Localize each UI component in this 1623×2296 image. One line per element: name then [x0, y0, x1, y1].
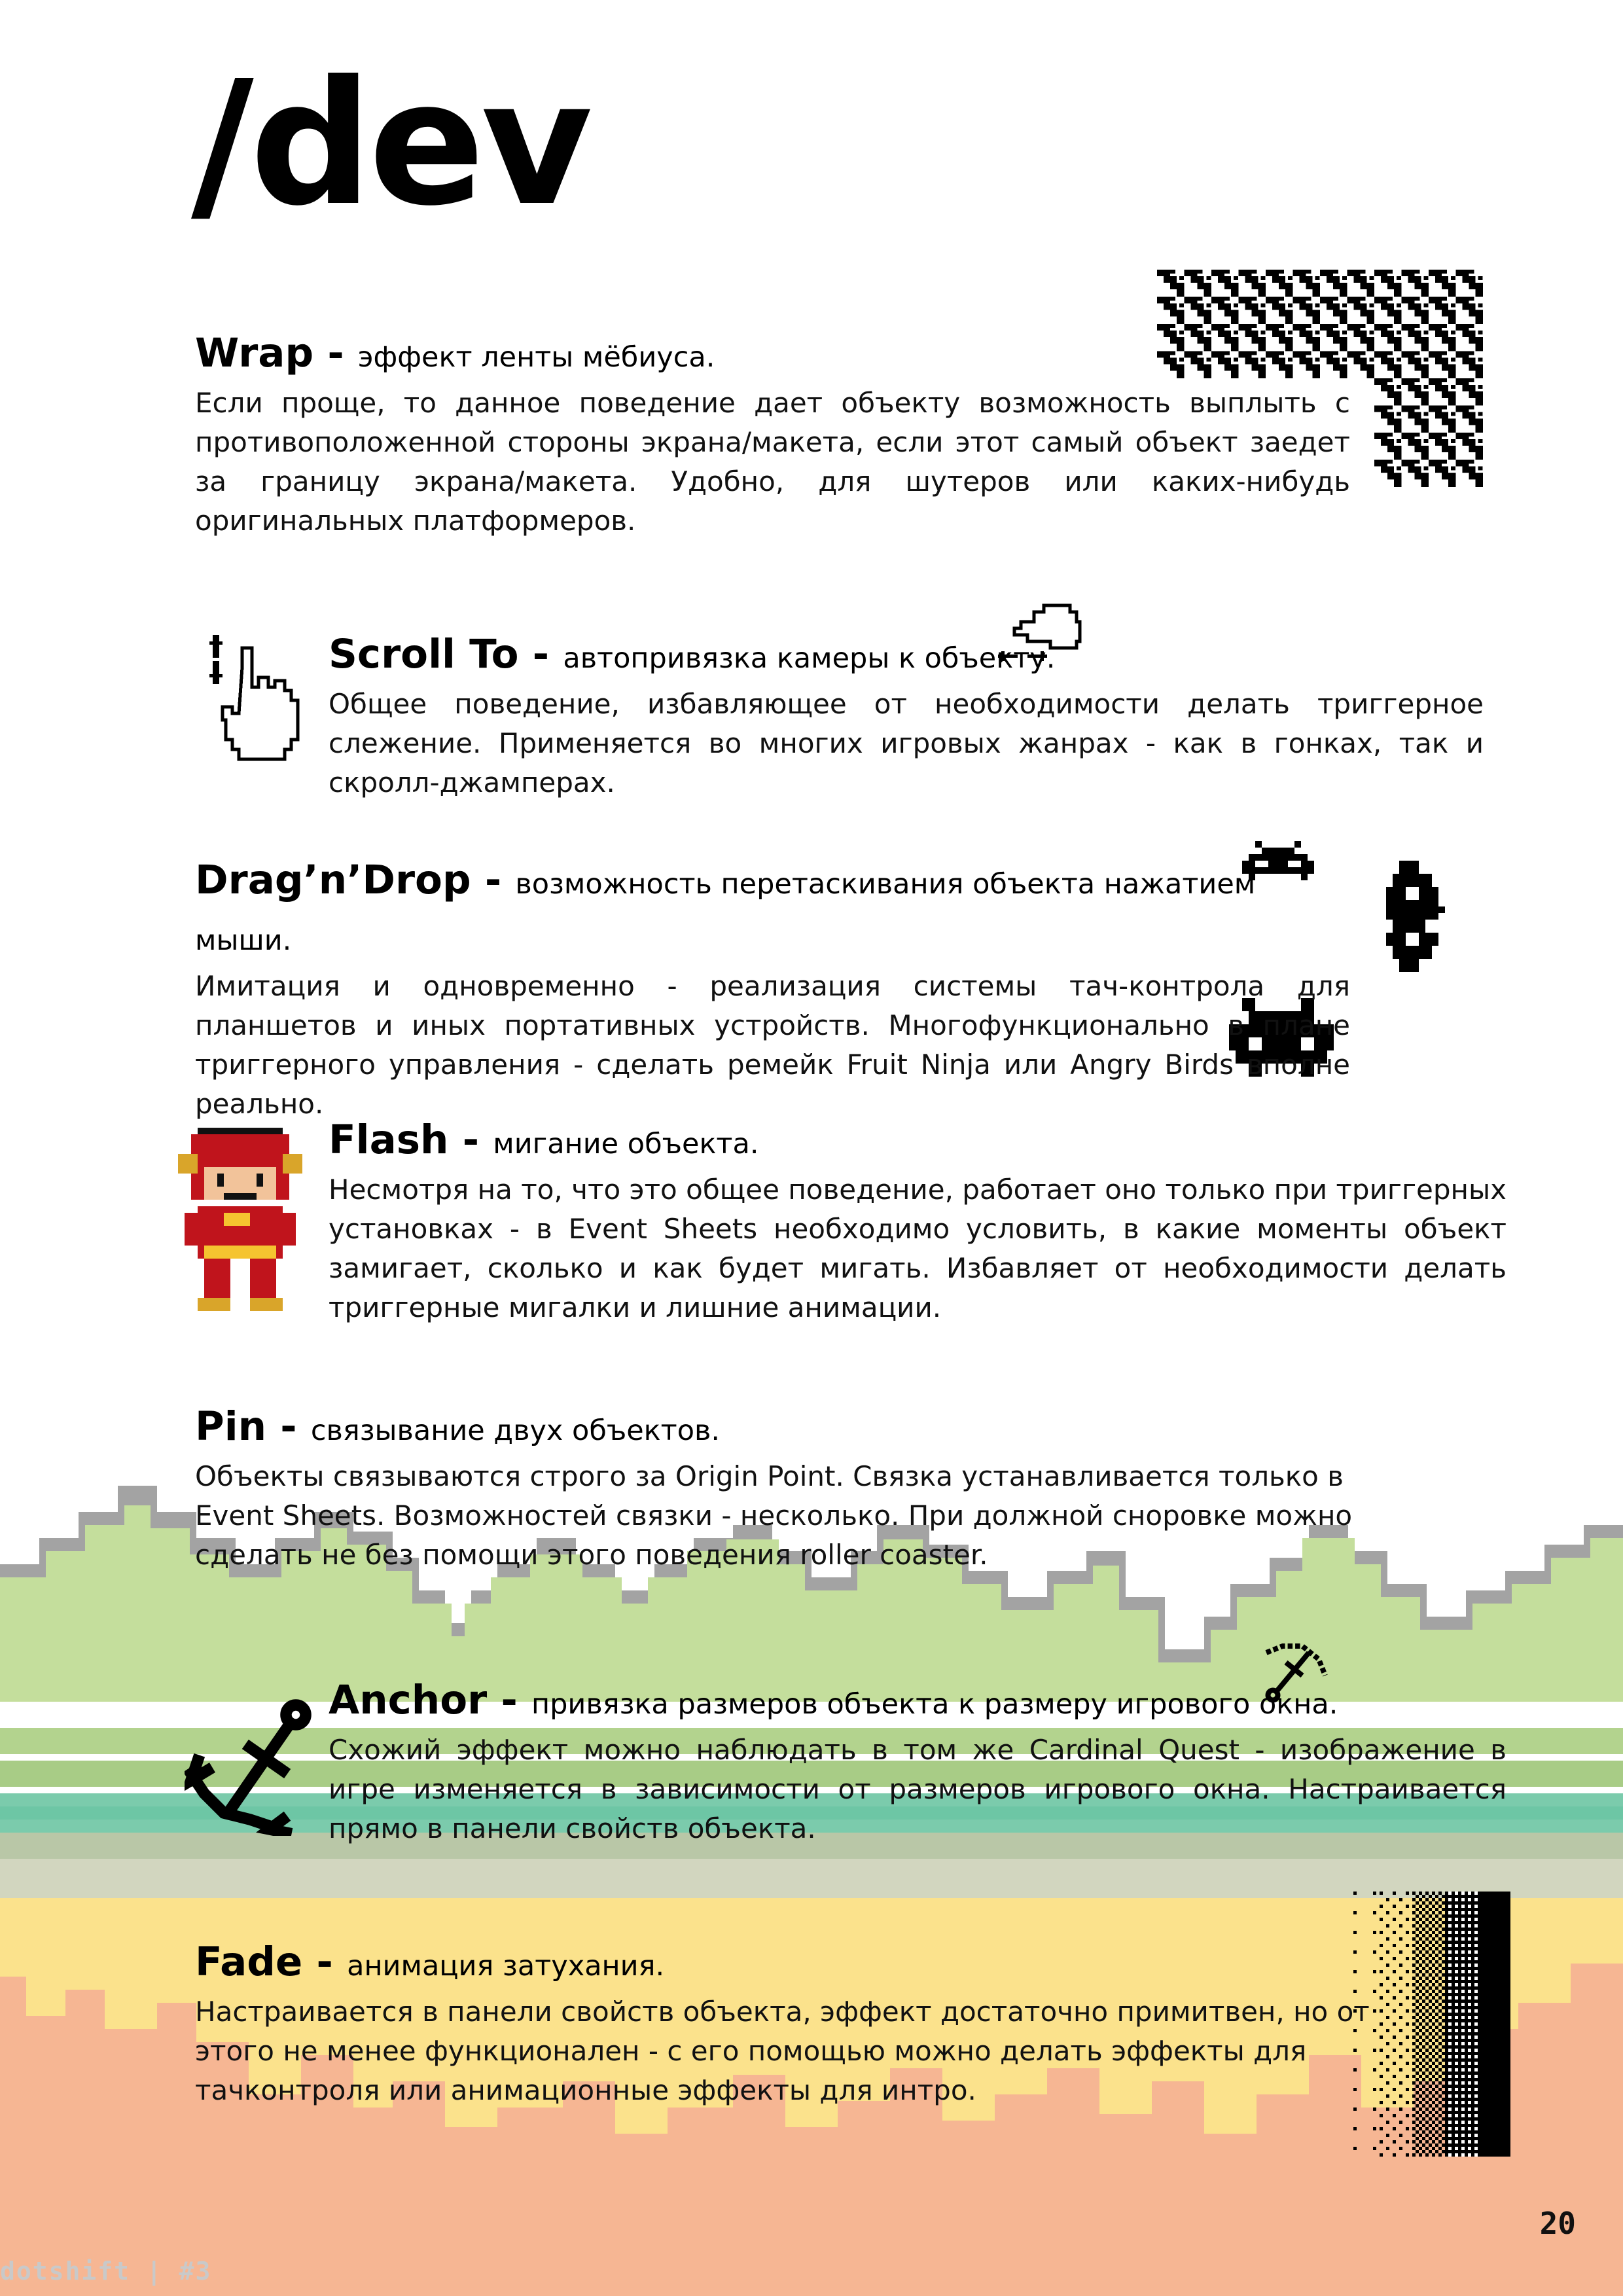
section-separator: - — [313, 330, 358, 376]
section-fade — [195, 1936, 1373, 2110]
section-name: Flash — [329, 1117, 449, 1163]
section-name: Drag’n’Drop — [195, 857, 471, 903]
section-subtitle: мигание объекта. — [493, 1128, 759, 1160]
section-body: Объекты связываются строго за Origin Point. Связка устанавливается только в Event Sheets. Возможностей связки - несколько. При должной сноровке можно сделать не без помощи этого поведения roller coaster. — [195, 1460, 1353, 1571]
section-body: Схожий эффект можно наблюдать в том же Cardinal Quest - изображение в игре изменяется в зависимости от размеров игрового окна. Настраивается прямо в панели свойств объекта. — [329, 1734, 1507, 1844]
section-name: Fade — [195, 1939, 303, 1985]
pointing-hand-icon — [203, 635, 308, 766]
section-heading — [195, 1936, 1373, 1992]
section-separator: - — [471, 857, 516, 903]
section-flash — [329, 1114, 1507, 1327]
section-separator: - — [518, 631, 563, 677]
section-name: Wrap — [195, 330, 314, 376]
section-wrap — [195, 327, 1350, 541]
section-separator: - — [448, 1117, 493, 1163]
section-heading — [329, 1674, 1507, 1731]
section-body: Несмотря на то, что это общее поведение, работает оно только при триггерных установках - в Event Sheets необходимо условить, в какие моменты объект замигает, сколько и как будет мигать. Избавляет от необходимости делать триггерные мигалки и лишние анимации. — [329, 1174, 1507, 1323]
section-drag-n-drop — [195, 854, 1350, 1124]
section-subtitle: эффект ленты мёбиуса. — [357, 341, 715, 374]
pixel-hero-icon — [171, 1127, 309, 1312]
section-separator: - — [266, 1403, 311, 1450]
section-heading — [195, 1401, 1373, 1457]
section-heading — [329, 1114, 1507, 1170]
page-number: 20 — [1539, 2206, 1576, 2241]
fade-gradient-icon — [1353, 1892, 1510, 2157]
section-heading — [329, 628, 1484, 685]
section-pin — [195, 1401, 1373, 1575]
section-name: Scroll To — [329, 631, 519, 677]
section-subtitle: автопривязка камеры к объекту. — [563, 642, 1056, 675]
footer-magazine-label: dotshift | #3 — [0, 2257, 212, 2286]
page-title: /dev — [191, 44, 589, 243]
section-body: Настраивается в панели свойств объекта, эффект достаточно примитвен, но от этого не менее функционален - с его помощью можно делать эффекты для тачконтроля или анимационные эффекты для интро. — [195, 1996, 1370, 2106]
section-subtitle: возможность перетаскивания объекта нажатием мыши. — [195, 868, 1256, 957]
section-subtitle: привязка размеров объекта к размеру игрового окна. — [531, 1688, 1338, 1721]
section-body: Имитация и одновременно - реализация системы тач-контрола для планшетов и иных портативных устройств. Многофункционально в плане триггерного управления - сделать ремейк Fruit Ninja или Angry Birds вполне реально. — [195, 970, 1350, 1120]
section-separator: - — [487, 1677, 532, 1723]
section-anchor — [329, 1674, 1507, 1848]
section-name: Pin — [195, 1403, 267, 1450]
section-heading — [195, 327, 1350, 384]
section-body: Если проще, то данное поведение дает объекту возможность выплыть с противоположенной стороны экрана/макета, если этот самый объект заедет за границу экрана/макета. Удобно, для шутеров или каких-нибудь оригинальных платформеров. — [195, 387, 1350, 537]
section-scroll-to — [329, 628, 1484, 802]
section-subtitle: анимация затухания. — [347, 1950, 665, 1982]
section-heading — [195, 854, 1350, 967]
section-subtitle: связывание двух объектов. — [310, 1414, 721, 1447]
section-name: Anchor — [329, 1677, 488, 1723]
section-body: Общее поведение, избавляющее от необходимости делать триггерное слежение. Применяется во многих игровых жанрах - как в гонках, так и скролл-джамперах. — [329, 688, 1484, 798]
anchor-icon — [185, 1695, 322, 1836]
section-separator: - — [302, 1939, 348, 1985]
